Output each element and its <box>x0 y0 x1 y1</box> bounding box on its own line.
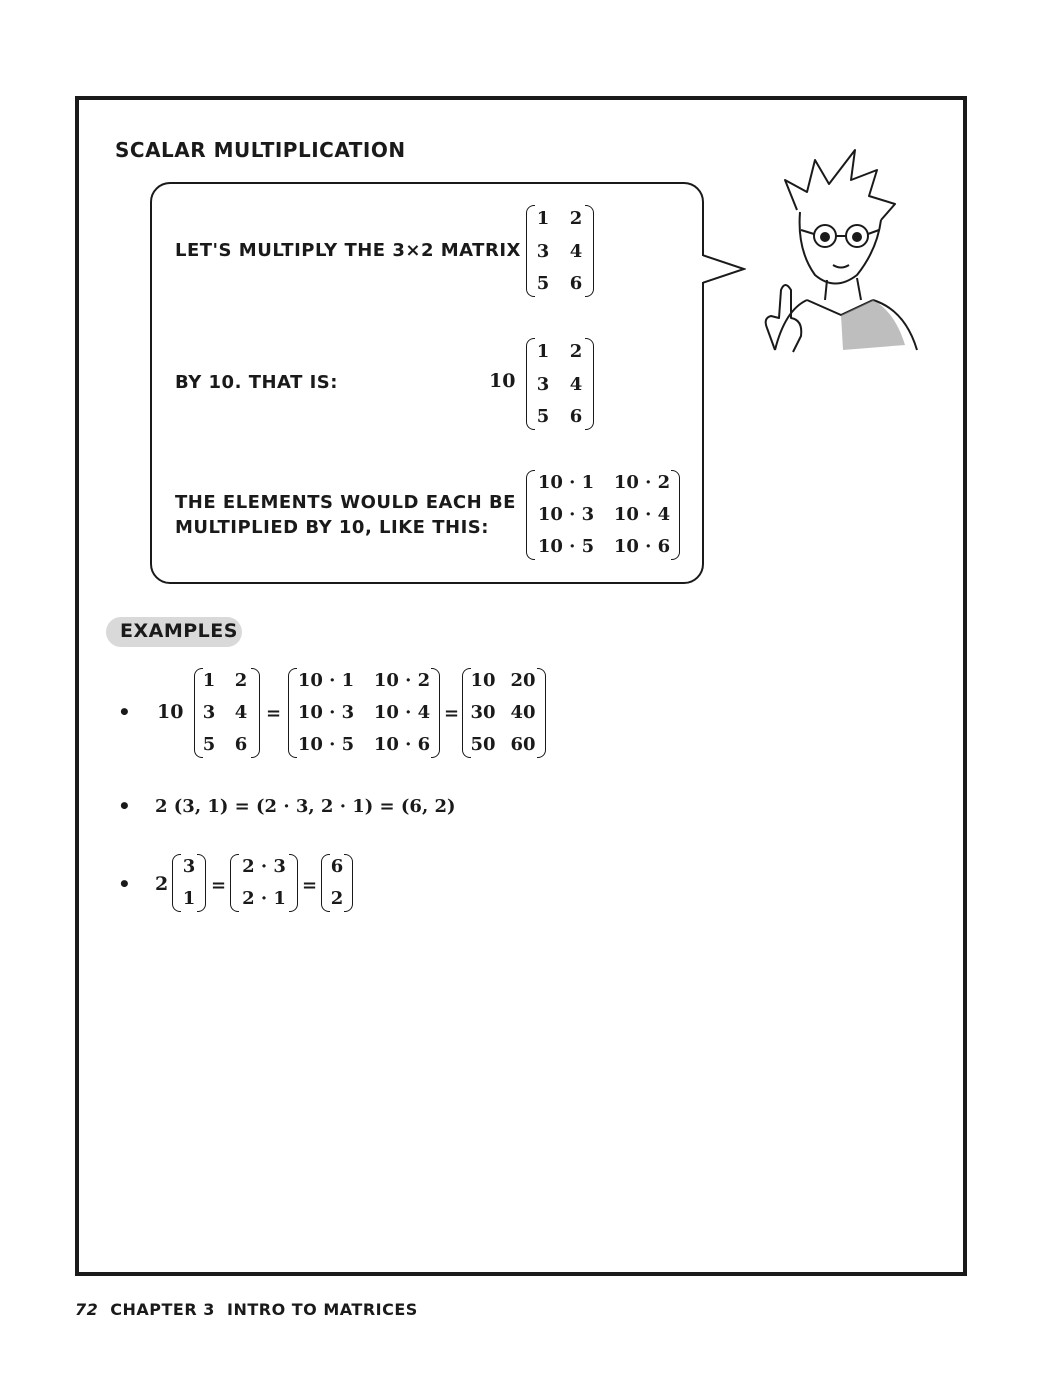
matrix-cell: 1 <box>536 341 550 362</box>
equals-sign: = <box>266 703 282 724</box>
example3-expanded-vector <box>230 854 298 912</box>
vector-cell: 2 · 1 <box>242 888 286 909</box>
chapter-title: CHAPTER 3 INTRO TO MATRICES <box>110 1300 418 1319</box>
equals-sign: = <box>211 875 227 896</box>
bubble-scalar: 10 <box>489 370 516 392</box>
bubble-line-1: LET'S MULTIPLY THE 3×2 MATRIX <box>175 240 521 261</box>
matrix-cell: 20 <box>510 670 536 691</box>
matrix-cell: 10 · 3 <box>537 504 595 525</box>
example2-expression: 2 (3, 1) = (2 · 3, 2 · 1) = (6, 2) <box>155 796 456 817</box>
matrix-cell: 30 <box>470 702 496 723</box>
bubble-line-2: BY 10. THAT IS: <box>175 372 338 393</box>
example1-matrix <box>194 668 260 758</box>
matrix-cell: 10 · 6 <box>613 536 671 557</box>
matrix-cell: 60 <box>510 734 536 755</box>
matrix-cell: 6 <box>569 406 583 427</box>
example1-result-matrix <box>462 668 546 758</box>
matrix-cell: 10 · 5 <box>537 536 595 557</box>
matrix-cell: 6 <box>569 273 583 294</box>
bullet: • <box>118 700 131 724</box>
matrix-cell: 3 <box>536 241 550 262</box>
vector-cell: 2 <box>330 888 344 909</box>
matrix-cell: 1 <box>536 208 550 229</box>
vector-cell: 2 · 3 <box>242 856 286 877</box>
bullet: • <box>118 872 131 896</box>
bubble-matrix-b <box>526 338 594 430</box>
matrix-cell: 10 · 3 <box>297 702 355 723</box>
matrix-cell: 3 <box>202 702 216 723</box>
matrix-cell: 10 · 4 <box>373 702 431 723</box>
matrix-cell: 5 <box>536 273 550 294</box>
bubble-product-matrix <box>526 470 680 560</box>
character-illustration <box>745 140 925 355</box>
equals-sign: = <box>444 703 460 724</box>
matrix-cell: 2 <box>569 341 583 362</box>
vector-cell: 6 <box>330 856 344 877</box>
matrix-cell: 3 <box>536 374 550 395</box>
example1-expanded-matrix <box>288 668 440 758</box>
matrix-cell: 10 · 6 <box>373 734 431 755</box>
matrix-cell: 1 <box>202 670 216 691</box>
matrix-cell: 10 <box>470 670 496 691</box>
bubble-line-3b: MULTIPLIED BY 10, LIKE THIS: <box>175 517 489 538</box>
vector-cell: 3 <box>182 856 196 877</box>
bullet: • <box>118 794 131 818</box>
matrix-cell: 5 <box>202 734 216 755</box>
equals-sign: = <box>302 875 318 896</box>
matrix-cell: 40 <box>510 702 536 723</box>
matrix-cell: 4 <box>234 702 248 723</box>
matrix-cell: 50 <box>470 734 496 755</box>
matrix-cell: 10 · 1 <box>537 472 595 493</box>
speech-bubble-tail <box>702 245 746 289</box>
page-footer <box>75 1300 418 1319</box>
bubble-line-3a: THE ELEMENTS WOULD EACH BE <box>175 492 516 513</box>
bubble-matrix-a <box>526 205 594 297</box>
example3-vector <box>172 854 206 912</box>
matrix-cell: 10 · 1 <box>297 670 355 691</box>
matrix-cell: 10 · 2 <box>373 670 431 691</box>
example1-scalar: 10 <box>157 701 184 723</box>
matrix-cell: 4 <box>569 374 583 395</box>
matrix-cell: 10 · 4 <box>613 504 671 525</box>
matrix-cell: 2 <box>234 670 248 691</box>
matrix-cell: 2 <box>569 208 583 229</box>
vector-cell: 1 <box>182 888 196 909</box>
matrix-cell: 4 <box>569 241 583 262</box>
matrix-cell: 10 · 5 <box>297 734 355 755</box>
matrix-cell: 6 <box>234 734 248 755</box>
example3-result-vector <box>321 854 353 912</box>
example3-scalar: 2 <box>155 873 169 895</box>
examples-label: EXAMPLES <box>106 617 242 647</box>
matrix-cell: 10 · 2 <box>613 472 671 493</box>
section-heading: SCALAR MULTIPLICATION <box>115 138 406 162</box>
matrix-cell: 5 <box>536 406 550 427</box>
page-number: 72 <box>75 1300 99 1319</box>
